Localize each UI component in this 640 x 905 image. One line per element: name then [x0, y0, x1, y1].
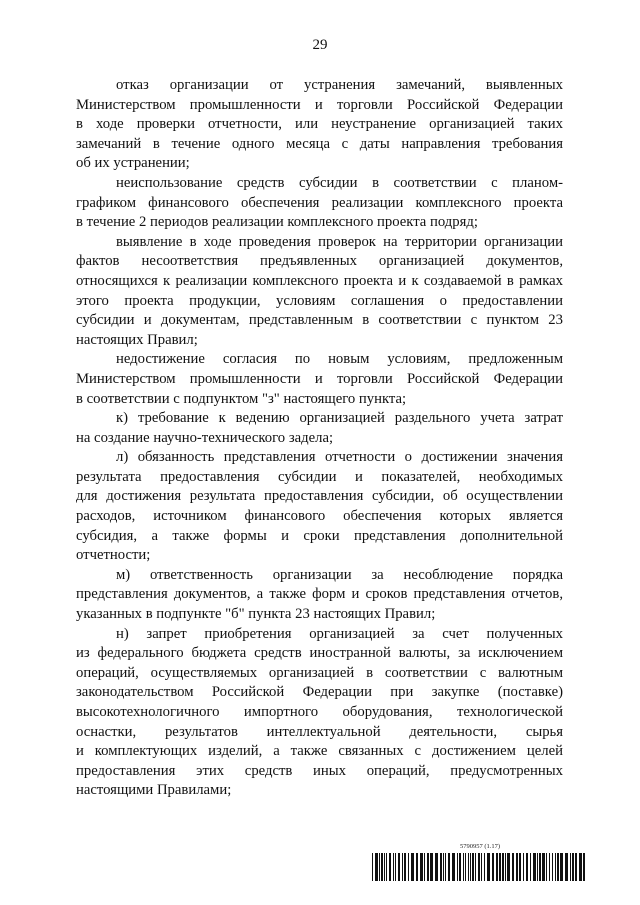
- barcode-bar: [533, 853, 536, 881]
- barcode-icon: [372, 853, 588, 881]
- document-body: [76, 76, 563, 801]
- barcode-bar: [463, 853, 464, 881]
- text-line: фактов несоответствия предъявленных организацией документов,: [76, 253, 563, 270]
- barcode-bar: [427, 853, 429, 881]
- barcode-bar: [512, 853, 514, 881]
- barcode-bar: [375, 853, 378, 881]
- page-number: 29: [312, 37, 328, 53]
- barcode-bar: [445, 853, 446, 881]
- text-line: в соответствии с подпунктом "з" настоящего пункта;: [76, 390, 407, 407]
- barcode-bar: [443, 853, 444, 881]
- text-line: указанных в подпункте "б" пункта 23 настоящих Правил;: [76, 606, 436, 623]
- document-code: 5790957 (1.17): [459, 843, 501, 850]
- barcode-bar: [468, 853, 469, 881]
- barcode-bar: [570, 853, 571, 881]
- text-line: расходов, источником финансового обеспечения которых является: [76, 508, 563, 525]
- barcode-bar: [457, 853, 458, 881]
- barcode-bar: [499, 853, 501, 881]
- barcode-bar: [404, 853, 406, 881]
- barcode-bar: [475, 853, 476, 881]
- text-line: субсидии и документам, представленным в соответствии с пунктом 23: [76, 312, 563, 329]
- barcode-bar: [379, 853, 380, 881]
- barcode-bar: [402, 853, 403, 881]
- barcode-bar: [539, 853, 541, 881]
- text-line: настоящих Правил;: [76, 331, 198, 348]
- barcode-bar: [393, 853, 394, 881]
- barcode-bar: [452, 853, 455, 881]
- barcode-bar: [435, 853, 438, 881]
- barcode-bar: [575, 853, 577, 881]
- barcode-bar: [430, 853, 433, 881]
- barcode-bar: [542, 853, 545, 881]
- text-line: из федерального бюджета средств иностранной валюты, за исключением: [76, 645, 563, 662]
- text-line: неиспользование средств субсидии в соответствии с планом-: [116, 174, 563, 191]
- subparagraph-l: [76, 448, 563, 566]
- paragraph-item: [76, 76, 563, 174]
- text-line: л) обязанность представления отчетности о достижении значения: [116, 449, 563, 466]
- text-line: высокотехнологичного импортного оборудования, технологической: [76, 704, 563, 720]
- text-line: результата предоставления субсидии и показателей, необходимых: [76, 468, 563, 485]
- barcode-bar: [579, 853, 582, 881]
- text-line: выявление в ходе проведения проверок на территории организации: [116, 233, 563, 250]
- barcode-bar: [519, 853, 521, 881]
- text-line: для достижения результата предоставления субсидии, об осуществлении: [76, 488, 563, 505]
- text-line: об их устранении;: [76, 155, 190, 172]
- barcode-bar: [487, 853, 490, 881]
- barcode-bar: [465, 853, 466, 881]
- subparagraph-n: [76, 625, 563, 801]
- barcode-bar: [496, 853, 498, 881]
- barcode-bar: [552, 853, 553, 881]
- barcode-bar: [420, 853, 423, 881]
- barcode-bar: [583, 853, 585, 881]
- text-line: операций, осуществляемых организацией в соответствии с валютным: [76, 664, 563, 681]
- paragraph-item: [76, 350, 563, 409]
- subparagraph-m: [76, 566, 563, 625]
- subparagraph-k: [76, 409, 563, 448]
- barcode-bar: [516, 853, 518, 881]
- barcode-bar: [384, 853, 385, 881]
- text-line: м) ответственность организации за несоблюдение порядка: [116, 566, 563, 583]
- barcode-bar: [440, 853, 442, 881]
- barcode-bar: [502, 853, 504, 881]
- barcode-bar: [395, 853, 396, 881]
- barcode-bar: [424, 853, 425, 881]
- barcode-bar: [523, 853, 524, 881]
- text-line: законодательством Российской Федерации при закупке (поставке): [76, 684, 563, 701]
- barcode-bar: [546, 853, 547, 881]
- barcode-bar: [408, 853, 409, 881]
- barcode-bar: [470, 853, 471, 881]
- text-line: Министерством промышленности и торговли Российской Федерации: [76, 370, 563, 387]
- barcode-bar: [372, 853, 373, 881]
- barcode-bar: [381, 853, 383, 881]
- barcode-bar: [472, 853, 474, 881]
- paragraph-item: [76, 174, 563, 233]
- barcode-bar: [492, 853, 494, 881]
- barcode-bar: [411, 853, 414, 881]
- text-line: представления документов, а также форм и сроков представления отчетов,: [76, 586, 563, 603]
- barcode-bar: [416, 853, 418, 881]
- barcode-bar: [448, 853, 450, 881]
- text-line: в ходе проверки отчетности, или неустранение организацией таких: [76, 116, 563, 133]
- text-line: оснастки, результатов интеллектуальной деятельности, сырья: [76, 723, 563, 740]
- barcode-bar: [560, 853, 563, 881]
- barcode-bar: [555, 853, 556, 881]
- barcode-bar: [484, 853, 485, 881]
- text-line: этого проекта продукции, условиям соглашения о предоставлении: [76, 292, 563, 309]
- barcode-bar: [549, 853, 550, 881]
- text-line: недостижение согласия по новым условиям, предложенным: [116, 351, 563, 368]
- text-line: настоящими Правилами;: [76, 782, 232, 799]
- barcode-bar: [526, 853, 528, 881]
- text-line: в течение 2 периодов реализации комплексного проекта подряд;: [76, 214, 478, 231]
- text-line: графиком финансового обеспечения реализации комплексного проекта: [76, 194, 563, 211]
- text-line: к) требование к ведению организацией раздельного учета затрат: [116, 410, 563, 427]
- text-line: отказ организации от устранения замечаний, выявленных: [116, 77, 563, 93]
- text-line: на создание научно-технического задела;: [76, 429, 334, 446]
- text-line: относящихся к реализации комплексного проекта и к создаваемой в рамках: [76, 272, 563, 289]
- text-line: замечаний в течение одного месяца с даты направления требования: [76, 135, 563, 152]
- text-line: предоставления этих средств иных операций, предусмотренных: [76, 762, 563, 779]
- barcode-bar: [478, 853, 480, 881]
- paragraph-item: [76, 233, 563, 351]
- barcode-bar: [530, 853, 531, 881]
- text-line: н) запрет приобретения организацией за счет полученных: [116, 625, 563, 642]
- text-line: отчетности;: [76, 547, 151, 564]
- text-line: Министерством промышленности и торговли Российской Федерации: [76, 96, 563, 113]
- barcode-bar: [398, 853, 400, 881]
- barcode-bar: [565, 853, 568, 881]
- barcode-bar: [557, 853, 559, 881]
- barcode-bar: [537, 853, 538, 881]
- text-line: субсидия, а также формы и сроки представления дополнительной: [76, 527, 563, 544]
- text-line: и комплектующих изделий, а также связанных с достижением целей: [76, 743, 563, 760]
- barcode-bar: [507, 853, 510, 881]
- barcode-bar: [386, 853, 387, 881]
- barcode-bar: [572, 853, 574, 881]
- barcode-bar: [389, 853, 391, 881]
- barcode-bar: [505, 853, 506, 881]
- barcode-bar: [459, 853, 461, 881]
- barcode-bar: [481, 853, 482, 881]
